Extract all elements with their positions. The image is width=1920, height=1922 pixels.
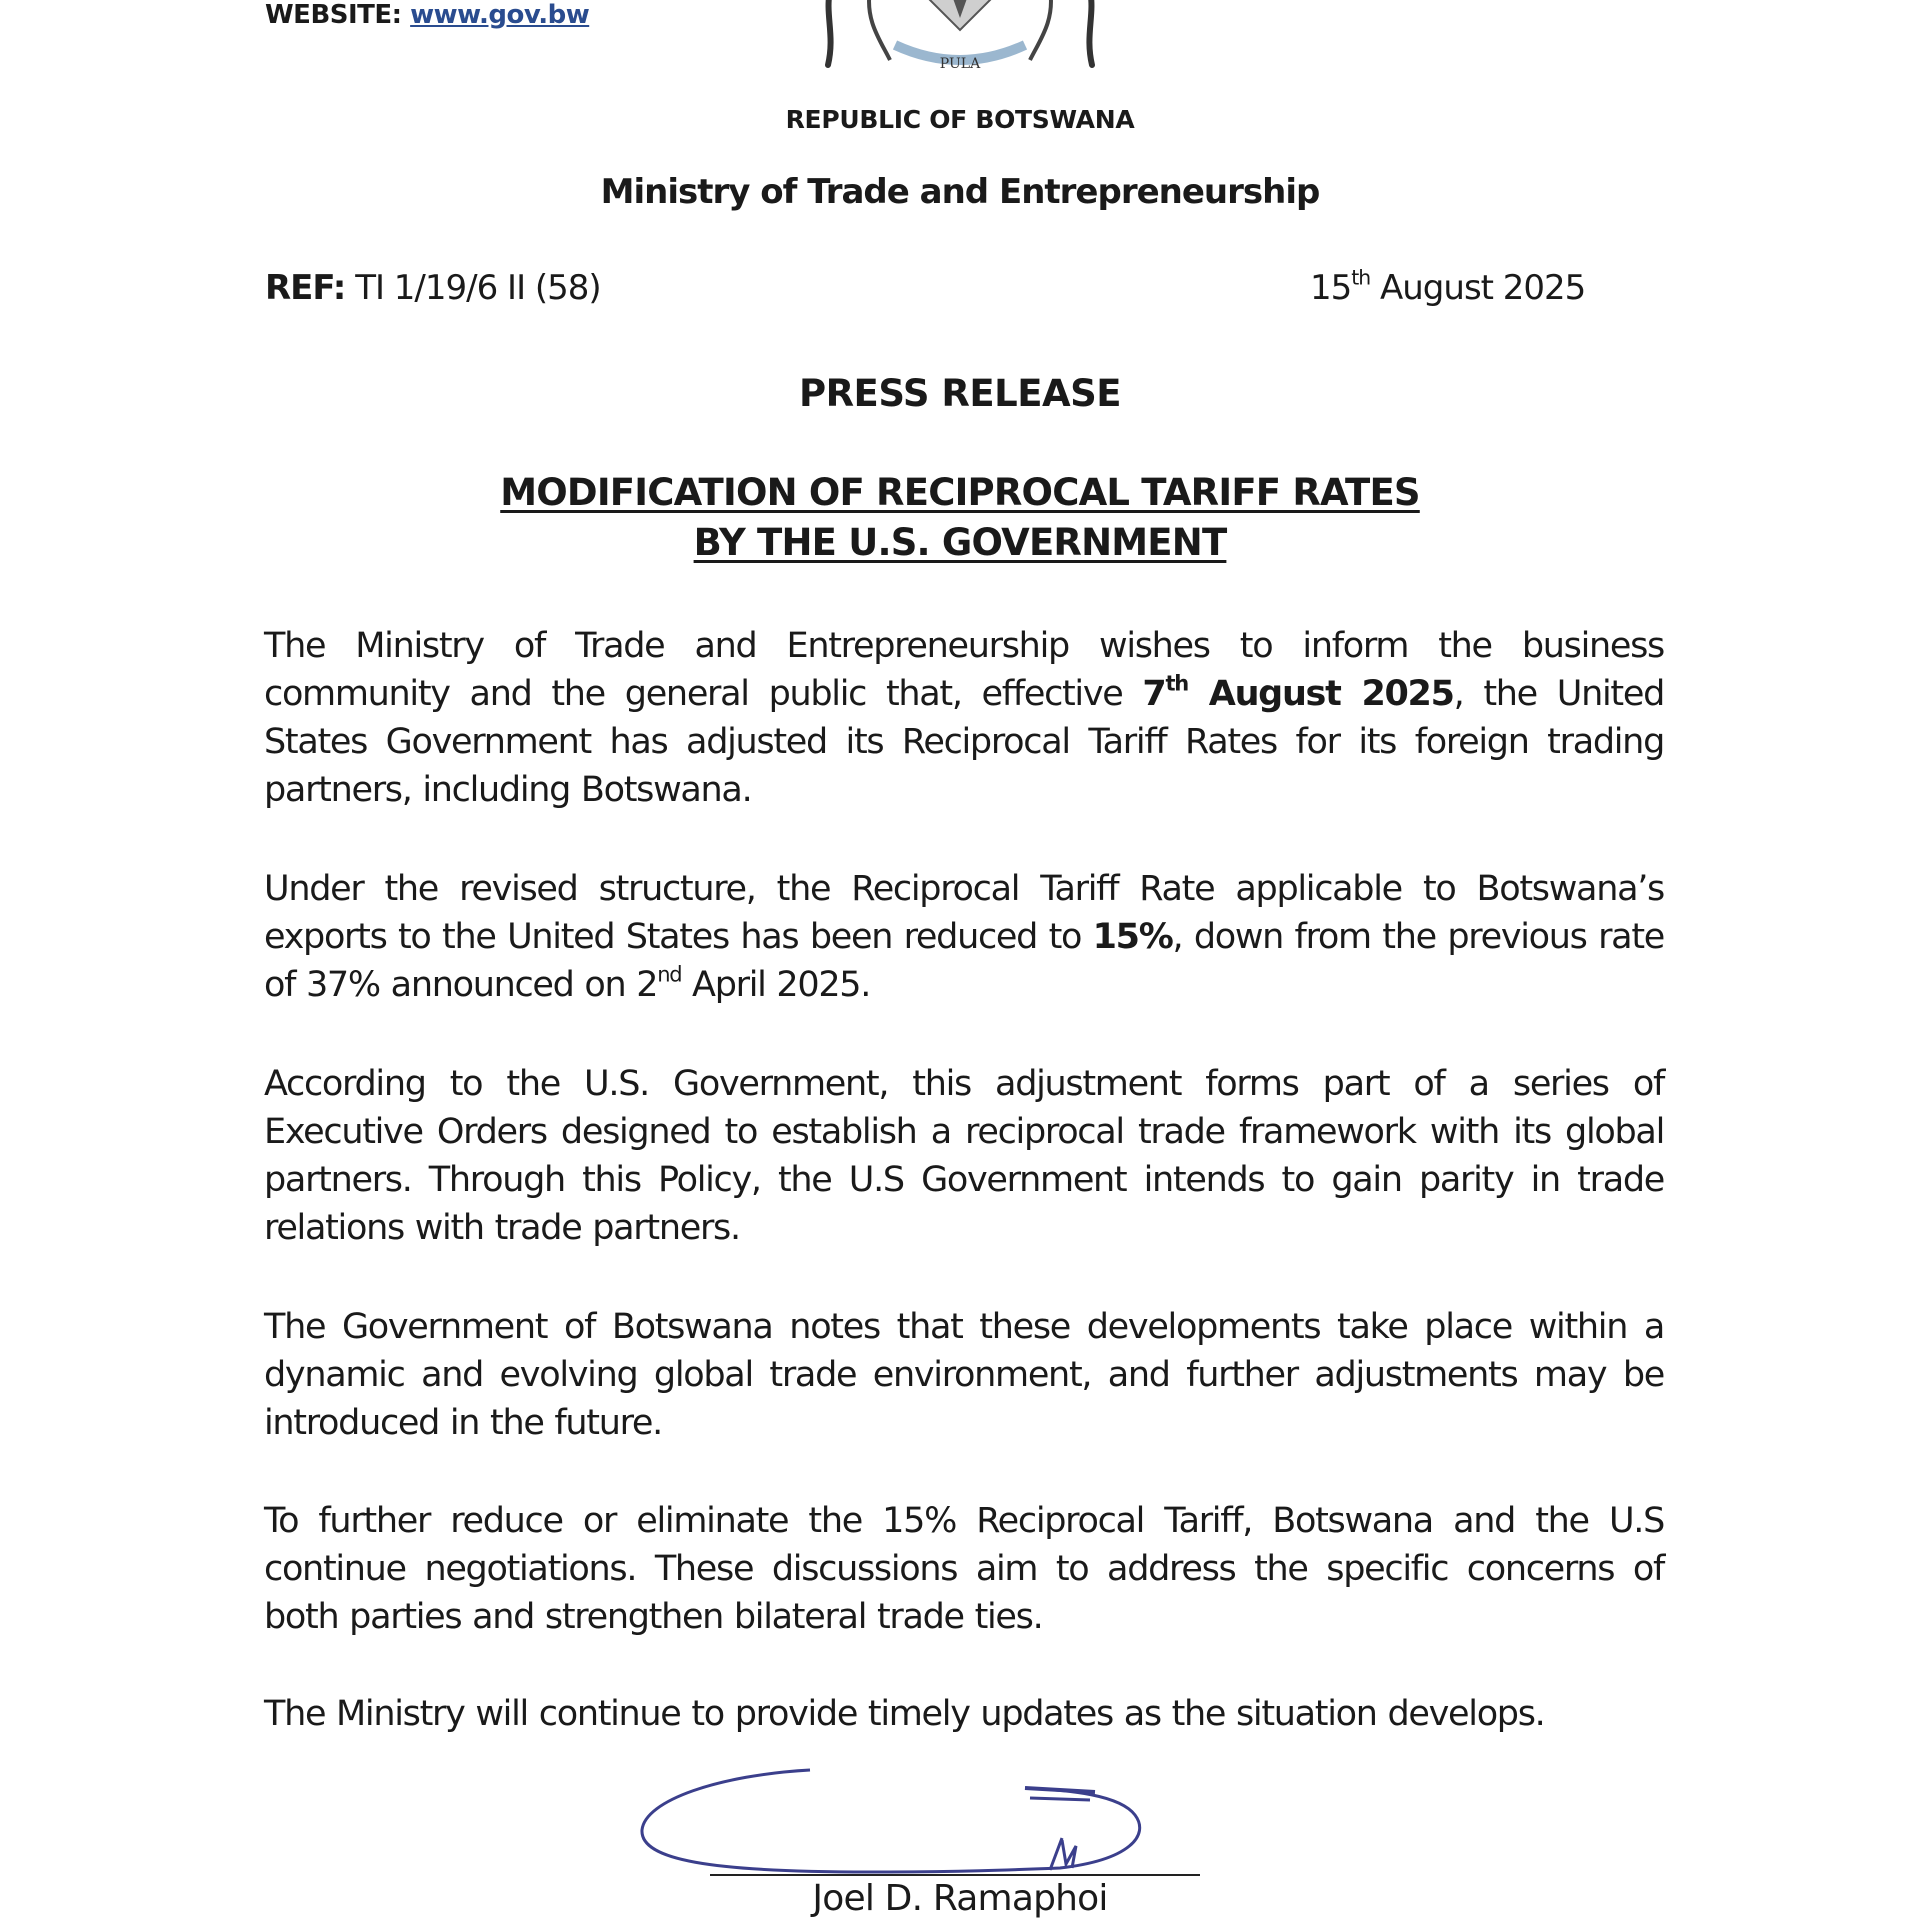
paragraph-global-environment: The Government of Botswana notes that these developments take place within a dynamic and evolving global trade environment, and further adjustments may be introduced in the future. [264,1307,1664,1443]
paragraph-effective-date [264,622,1664,814]
headline-line-2: BY THE U.S. GOVERNMENT [693,521,1227,564]
text: April 2025. [681,965,871,1005]
document-type: PRESS RELEASE [798,372,1122,415]
paragraph-revised-rate [264,865,1664,1009]
date-day: 15 [1310,268,1352,308]
crest-tusk-left [828,0,831,65]
country-heading: REPUBLIC OF BOTSWANA [785,105,1135,134]
date-suffix: th [1351,265,1371,290]
ministry-heading: Ministry of Trade and Entrepreneurship [600,172,1320,212]
headline [0,468,1920,568]
reference-label: REF: [265,268,346,308]
paragraph-executive-orders: According to the U.S. Government, this adjustment forms part of a series of Executive Orders designed to establish a reciprocal trade framework with its global partners. Through this Policy, the U.S Government intends to gain parity in trade relations with trade partners. [264,1064,1664,1248]
coat-of-arms-icon [810,0,1110,80]
website-label: WEBSITE: [265,0,402,30]
signature-line [710,1874,1200,1876]
new-tariff-rate: 15% [1092,917,1173,957]
text: August 2025 [1187,674,1454,714]
headline-line-1: MODIFICATION OF RECIPROCAL TARIFF RATES [500,471,1420,514]
text: th [1165,671,1188,696]
crest-tusk-right [1089,0,1092,65]
date-month-year: August 2025 [1380,268,1586,308]
text: The Ministry of Trade and Entrepreneurship wishes to inform the business community and the general public that, effective [264,626,1664,714]
effective-date [1142,671,1454,714]
signature-icon [630,1760,1190,1880]
text: Under the revised structure, the Reciprocal Tariff Rate applicable to Botswana’s exports to the United States has been reduced to [264,869,1664,957]
website-link[interactable]: www.gov.bw [410,0,590,30]
text: 7 [1142,674,1166,714]
signatory-name: Joel D. Ramaphoi [812,1878,1108,1919]
website-line [265,0,589,30]
reference-value: TI 1/19/6 II (58) [355,268,601,308]
document-date [1310,265,1586,308]
paragraph-negotiations: To further reduce or eliminate the 15% Reciprocal Tariff, Botswana and the U.S continue negotiations. These discussions aim to address the specific concerns of both parties and strengthen bilateral trade ties. [264,1501,1664,1637]
text: , the United States Government has adjusted its Reciprocal Tariff Rates for its foreign trading partners, including Botswana. [264,674,1664,810]
paragraph-updates: The Ministry will continue to provide timely updates as the situation develops. [264,1694,1545,1734]
crest-motto: PULA [939,56,981,72]
text: nd [657,962,682,987]
text: , down from the previous rate of 37% announced on 2 [264,917,1664,1005]
reference-number [265,268,601,308]
